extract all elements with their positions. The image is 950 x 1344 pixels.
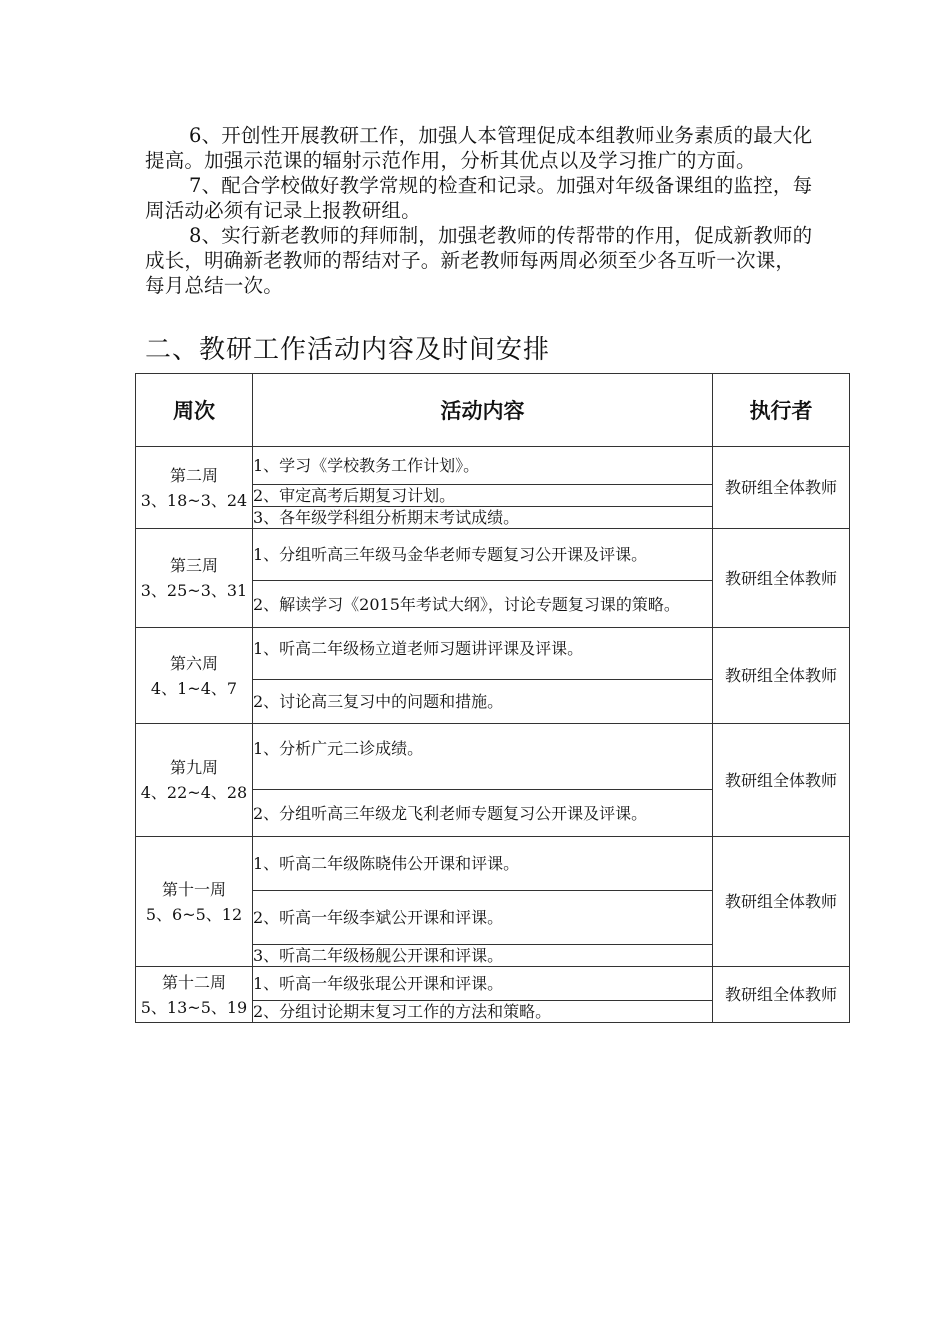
week-dates: 4、1~4、7	[150, 678, 238, 698]
week-label: 第九周	[169, 758, 218, 777]
table-row	[136, 724, 850, 790]
week-dates: 5、6~5、12	[145, 904, 243, 924]
week-label: 第十一周	[161, 879, 226, 899]
executor-cell: 教研组全体教师	[713, 628, 850, 724]
week-label: 第十二周	[161, 972, 226, 992]
paragraph-8: 8、实行新老教师的拜师制，加强老教师的传帮带的作用，促成新教师的成长，明确新老教师的帮结对子。新老教师每两周必须至少各互听一次课，每月总结一次。	[145, 224, 813, 297]
executor-cell: 教研组全体教师	[713, 447, 850, 529]
executor-cell: 教研组全体教师	[713, 837, 850, 967]
paragraph-6: 6、开创性开展教研工作，加强人本管理促成本组教师业务素质的最大化提高。加强示范课的辐射示范作用，分析其优点以及学习推广的方面。	[145, 124, 813, 172]
activity-cell: 1、听高二年级杨立道老师习题讲评课及评课。	[253, 628, 713, 680]
paragraph-7: 7、配合学校做好教学常规的检查和记录。加强对年级备课组的监控，每周活动必须有记录上报教研组。	[145, 174, 813, 222]
activity-cell: 2、听高一年级李斌公开课和评课。	[253, 891, 713, 945]
table-row	[136, 529, 850, 581]
week-cell	[136, 837, 253, 967]
week-cell	[136, 529, 253, 628]
activity-cell: 1、学习《学校教务工作计划》。	[253, 447, 713, 485]
activity-cell: 2、解读学习《2015年考试大纲》，讨论专题复习课的策略。	[253, 581, 713, 628]
executor-cell: 教研组全体教师	[713, 967, 850, 1023]
table-row	[136, 967, 850, 1001]
activity-cell: 2、分组讨论期末复习工作的方法和策略。	[253, 1001, 713, 1023]
week-label: 第三周	[169, 556, 218, 575]
table-row	[136, 837, 850, 891]
header-executor: 执行者	[713, 374, 850, 447]
week-label: 第六周	[169, 653, 218, 673]
activity-cell: 2、讨论高三复习中的问题和措施。	[253, 680, 713, 724]
table-header-row	[136, 374, 850, 447]
executor-cell: 教研组全体教师	[713, 724, 850, 837]
week-cell	[136, 967, 253, 1023]
section-heading: 二、教研工作活动内容及时间安排	[145, 335, 551, 365]
activity-cell: 2、审定高考后期复习计划。	[253, 485, 713, 507]
activity-cell: 1、听高一年级张琨公开课和评课。	[253, 967, 713, 1001]
header-activity: 活动内容	[253, 374, 713, 447]
week-dates: 3、18~3、24	[140, 490, 248, 510]
week-label: 第二周	[169, 465, 218, 485]
activity-cell: 2、分组听高三年级龙飞利老师专题复习公开课及评课。	[253, 790, 713, 837]
activity-cell: 1、听高二年级陈晓伟公开课和评课。	[253, 837, 713, 891]
schedule-table	[135, 373, 850, 1023]
activity-cell: 1、分组听高三年级马金华老师专题复习公开课及评课。	[253, 529, 713, 581]
activity-cell: 1、分析广元二诊成绩。	[253, 724, 713, 790]
body-text	[145, 123, 813, 298]
week-cell	[136, 447, 253, 529]
week-cell	[136, 724, 253, 837]
activity-cell: 3、各年级学科组分析期末考试成绩。	[253, 507, 713, 529]
week-dates: 3、25~3、31	[140, 581, 248, 600]
week-dates: 5、13~5、19	[140, 997, 248, 1017]
table-row	[136, 628, 850, 680]
table-row	[136, 447, 850, 485]
activity-cell: 3、听高二年级杨舰公开课和评课。	[253, 945, 713, 967]
week-dates: 4、22~4、28	[140, 783, 248, 802]
executor-cell: 教研组全体教师	[713, 529, 850, 628]
header-week: 周次	[136, 374, 253, 447]
week-cell	[136, 628, 253, 724]
